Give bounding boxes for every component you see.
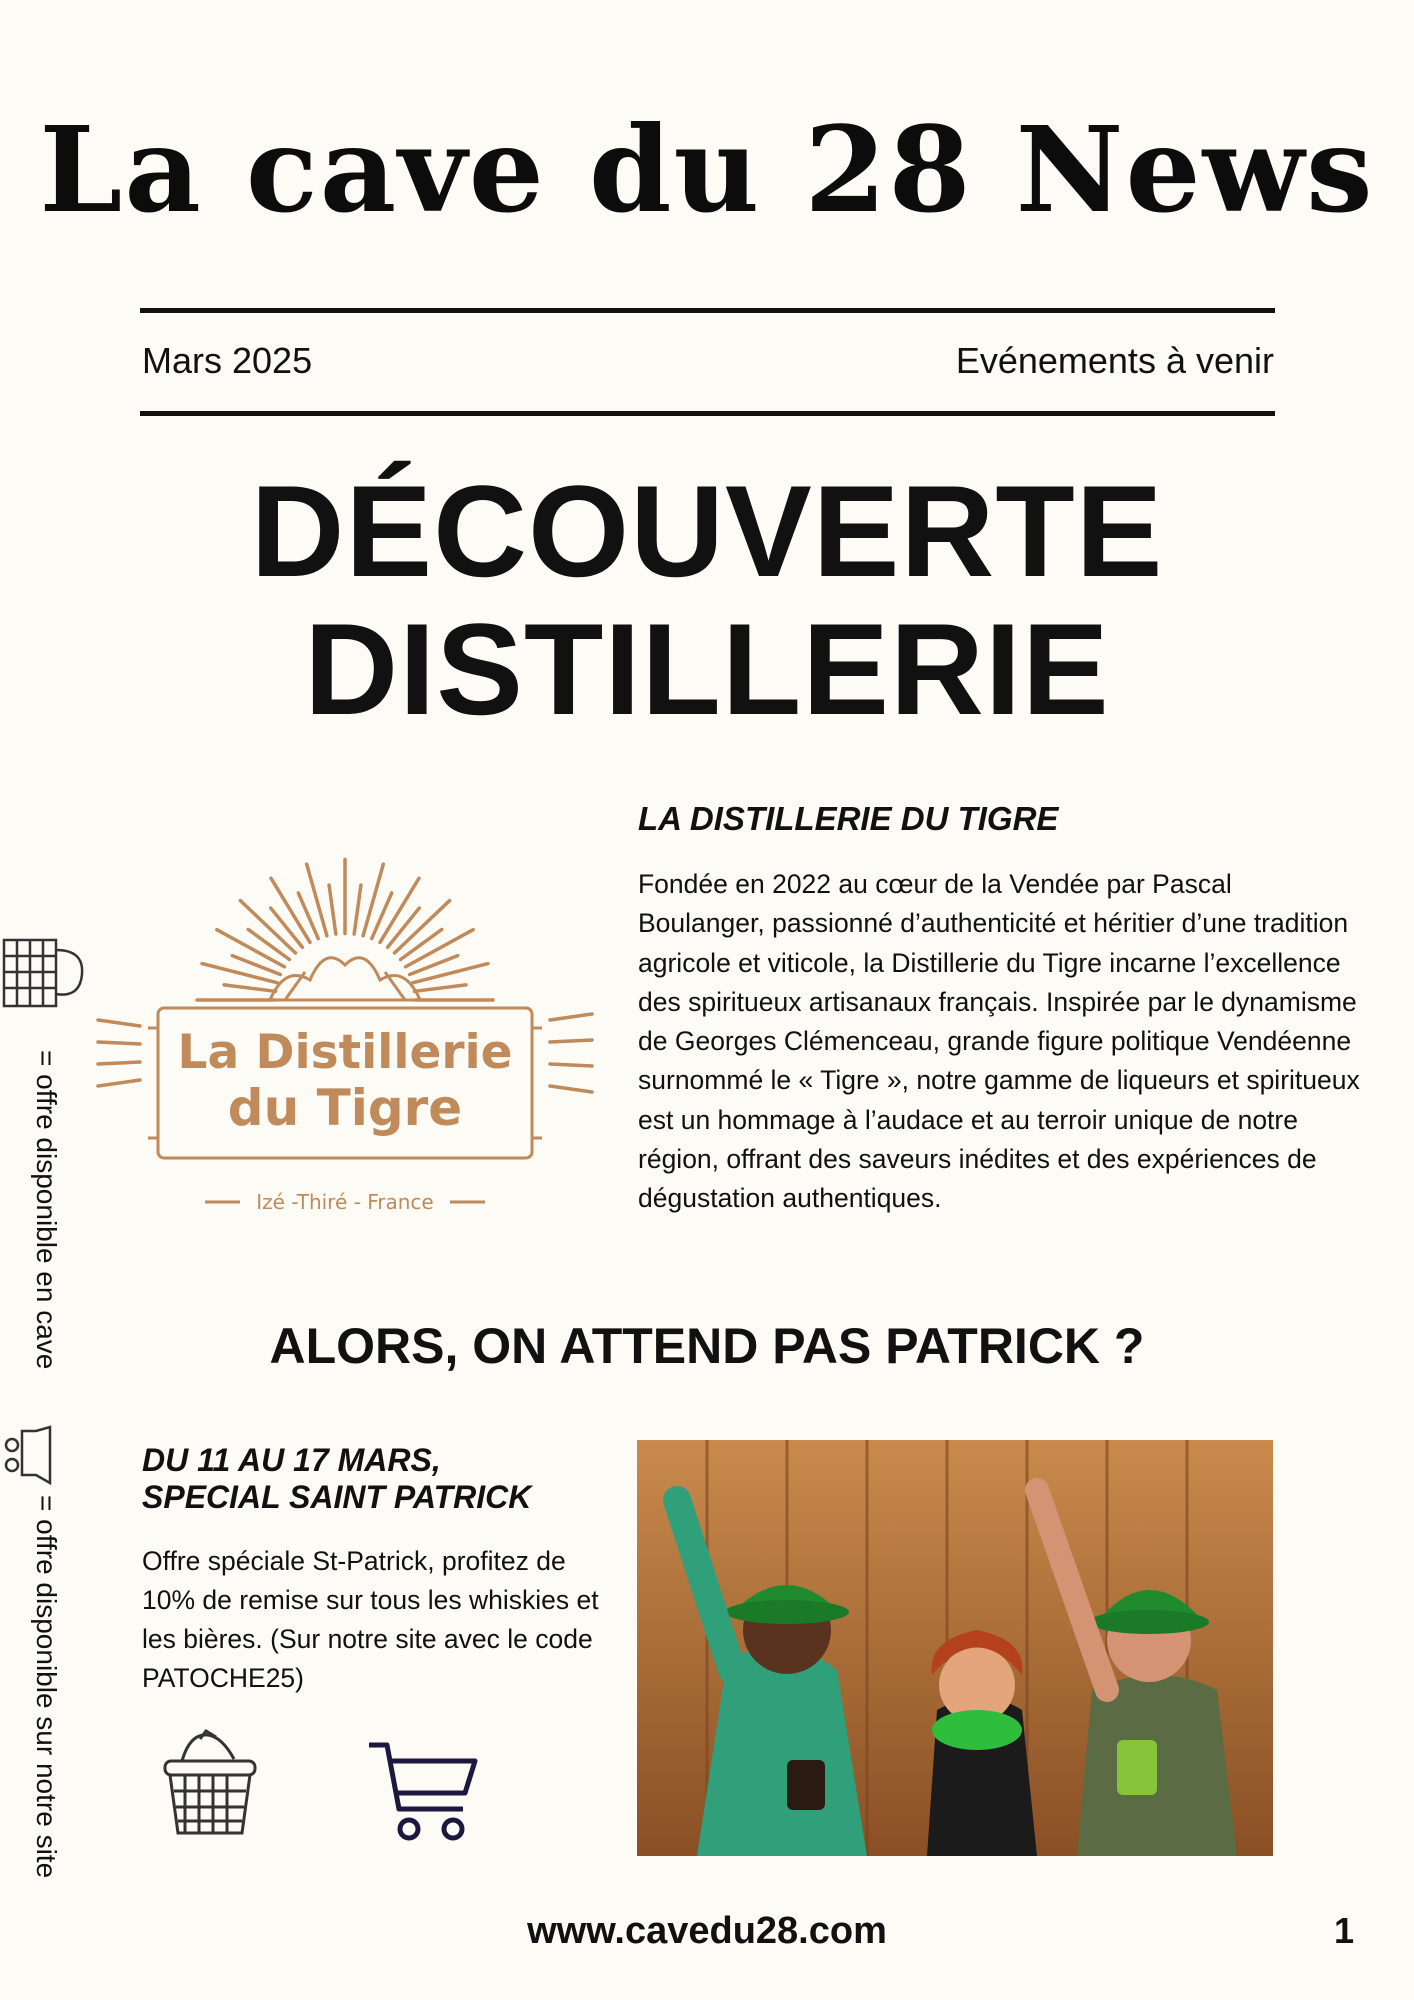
logo-line-2: du Tigre	[227, 1079, 463, 1137]
article-body: Fondée en 2022 au cœur de la Vendée par Pascal Boulanger, passionné d’authenticité et héritier d’une tradition agricole et viticole, la Distillerie du Tigre incarne l’excellence des spiritueux artisanaux français. Inspirée par le dynamisme de Georges Clémenceau, grande figure politique Vendéenne surnommé le « Tigre », notre gamme de liqueurs et spiritueux est un hommage à l’audace et au terroir unique de notre région, offrant des saveurs inédites et des expériences de dégustation authentiques.	[638, 869, 1360, 1214]
bottom-rule	[140, 411, 1275, 416]
logo-place: Izé -Thiré - France	[256, 1190, 434, 1214]
logo-side-ray	[550, 1014, 592, 1020]
promo-title	[142, 1442, 531, 1516]
logo-ray	[202, 964, 277, 983]
distillery-logo	[80, 850, 610, 1220]
page-number: 1	[1333, 1910, 1354, 1951]
megaphone-icon	[2, 1425, 62, 1485]
headline-line-1: DÉCOUVERTE	[250, 458, 1164, 604]
logo-ray	[271, 908, 303, 947]
headline-line-2: DISTILLERIE	[304, 596, 1110, 742]
logo-ray	[307, 864, 327, 936]
logo-side-ray	[550, 1064, 592, 1066]
logo-ray	[354, 885, 361, 934]
article-title: LA DISTILLERIE DU TIGRE	[638, 800, 1059, 837]
logo-ray	[248, 929, 289, 959]
logo-side-ray	[550, 1040, 592, 1042]
logo-side-ray	[98, 1062, 140, 1064]
legend-basket-icon	[0, 930, 90, 1020]
logo-ray	[363, 864, 383, 936]
promo-title-line-1: DU 11 AU 17 MARS,	[142, 1442, 441, 1478]
logo-side-ray	[550, 1086, 592, 1092]
promo-body: Offre spéciale St-Patrick, profitez de 10% de remise sur tous les whiskies et les bières. (Sur notre site avec le code PATOCHE25)	[142, 1546, 599, 1693]
saint-patrick-photo	[637, 1440, 1273, 1856]
top-rule	[140, 308, 1275, 313]
legend-in-store-label: = offre disponible en cave	[31, 1050, 62, 1370]
logo-side-ray	[98, 1020, 140, 1026]
website-link[interactable]: www.cavedu28.com	[527, 1910, 887, 1952]
promo-subhead: ALORS, ON ATTEND PAS PATRICK ?	[269, 1318, 1145, 1374]
issue-date: Mars 2025	[142, 340, 313, 381]
logo-ray	[329, 885, 336, 934]
logo-line-1: La Distillerie	[177, 1025, 513, 1080]
legend-online-label: = offre disponible sur notre site	[31, 1495, 62, 1879]
logo-side-ray	[98, 1080, 140, 1086]
headline	[0, 458, 1414, 742]
basket-icon	[160, 1725, 260, 1843]
logo-ray	[413, 964, 488, 983]
cart-icon	[365, 1735, 480, 1845]
logo-side-ray	[98, 1042, 140, 1044]
logo-ray	[414, 985, 466, 991]
logo-ray	[401, 929, 442, 959]
promo-title-line-2: SPECIAL SAINT PATRICK	[142, 1479, 532, 1515]
logo-ray	[388, 908, 420, 947]
logo-ray	[224, 985, 276, 991]
masthead-title: La cave du 28 News	[39, 100, 1375, 239]
section-label: Evénements à venir	[955, 340, 1274, 381]
